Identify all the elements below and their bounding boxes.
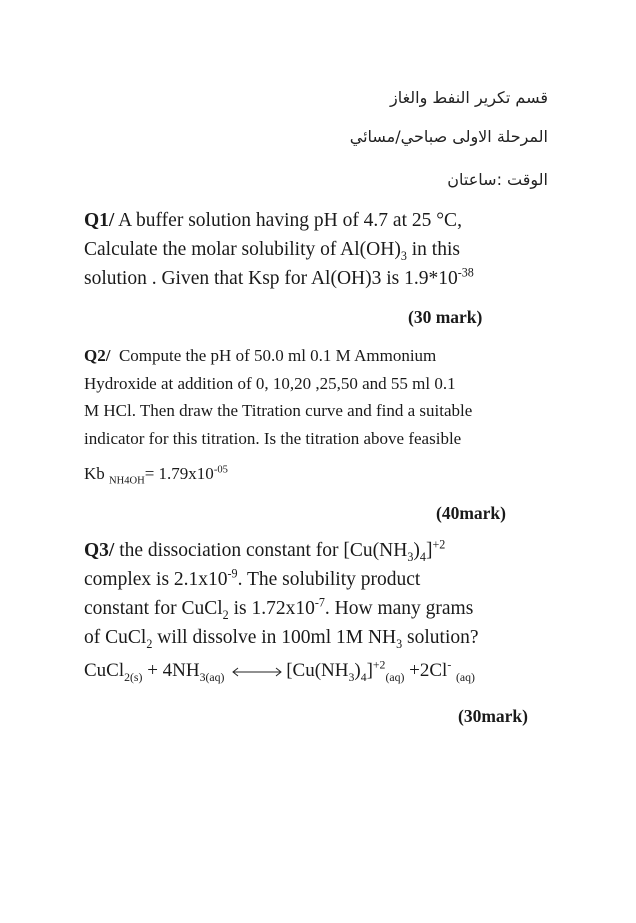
eq-complex-state: (aq): [385, 670, 405, 684]
q3-ksp-exponent: -7: [314, 595, 325, 610]
department-heading: قسم تكرير النفط والغاز: [389, 88, 548, 107]
kb-value: = 1.79x10: [144, 464, 214, 483]
q3-cucl2-sub-2: 2: [146, 636, 153, 651]
q1-label: Q1/: [84, 210, 115, 231]
eq-chloride-state: (aq): [455, 670, 475, 684]
eq-complex-paren: ): [354, 660, 361, 681]
q2-line3: M HCl. Then draw the Titration curve and find a suitable: [84, 401, 473, 420]
q2-line2: Hydroxide at addition of 0, 10,20 ,25,50 and 55 ml 0.1: [84, 373, 456, 393]
time-heading: الوقت :ساعتان: [447, 170, 548, 189]
stage-heading: المرحلة الاولى صباحي/مسائي: [349, 127, 548, 146]
q1-line2-text: Calculate the molar solubility of Al(OH): [84, 239, 401, 260]
q3-sub-3: 3: [407, 549, 414, 564]
eq-complex: [Cu(NH: [286, 660, 349, 681]
kb-label: Kb: [84, 464, 105, 483]
q3-mark: (30mark): [458, 706, 528, 726]
q3-label: Q3/: [84, 540, 115, 561]
question-1: [84, 206, 554, 293]
q3-charge: +2: [432, 537, 446, 552]
q2-mark: (40mark): [436, 503, 506, 523]
eq-complex-sub4: 4: [360, 670, 367, 684]
eq-complex-sub3: 3: [348, 670, 355, 684]
eq-cucl2-state: 2(s): [124, 670, 143, 684]
q3-line3-rest: . How many grams: [324, 598, 474, 619]
q1-exponent: -38: [457, 265, 474, 280]
eq-cucl2: CuCl: [84, 660, 125, 681]
q1-mark: (30 mark): [408, 307, 483, 327]
eq-chloride-charge: -: [447, 658, 452, 672]
q3-paren: ): [413, 540, 420, 561]
q3-kf-exponent: -9: [227, 566, 238, 581]
eq-nh3-state: 3(aq): [199, 670, 225, 684]
q2-line4-rest: . Is the titration above feasible: [255, 428, 462, 448]
q3-line1-text: the dissociation constant for [Cu(NH: [114, 540, 408, 561]
q3-line2-text: complex is 2.1x10: [84, 569, 228, 590]
q3-ksp-text: is 1.72x10: [228, 598, 315, 619]
q1-subscript: 3: [400, 248, 407, 263]
eq-complex-bracket: ]: [366, 660, 373, 681]
q2-line1: Compute the pH of 50.0 ml 0.1 M Ammonium: [118, 346, 437, 365]
q3-line4-text: of CuCl: [84, 627, 147, 648]
equilibrium-arrow-icon: [231, 666, 283, 678]
eq-chloride: +2Cl: [404, 660, 448, 681]
eq-complex-charge: +2: [372, 658, 386, 672]
q3-nh3-sub: 3: [396, 636, 403, 651]
q1-line1: A buffer solution having pH of 4.7 at 25 °C,: [118, 210, 462, 231]
q3-line4-mid: will dissolve in 100ml 1M NH: [152, 627, 397, 648]
q3-line2-rest: . The solubility product: [237, 569, 421, 590]
reaction-equation: [84, 660, 475, 682]
question-3: [84, 536, 554, 652]
q1-line3-text: solution . Given that Ksp for Al(OH)3 is 1.9*10: [84, 268, 458, 289]
q2-label: Q2/: [84, 346, 111, 365]
q2-line4-text: indicator for this titration: [84, 428, 256, 448]
q3-line4-rest: solution?: [402, 627, 479, 648]
q3-cucl2-sub: 2: [222, 607, 229, 622]
q1-line2-rest: in this: [406, 239, 460, 260]
eq-nh3: + 4NH: [142, 660, 200, 681]
kb-subscript: NH4OH: [109, 475, 145, 487]
q3-bracket: ]: [425, 540, 433, 561]
q3-sub-4: 4: [419, 549, 426, 564]
question-2: [84, 342, 554, 488]
kb-exponent: -05: [213, 464, 228, 476]
q3-line3-text: constant for CuCl: [84, 598, 223, 619]
